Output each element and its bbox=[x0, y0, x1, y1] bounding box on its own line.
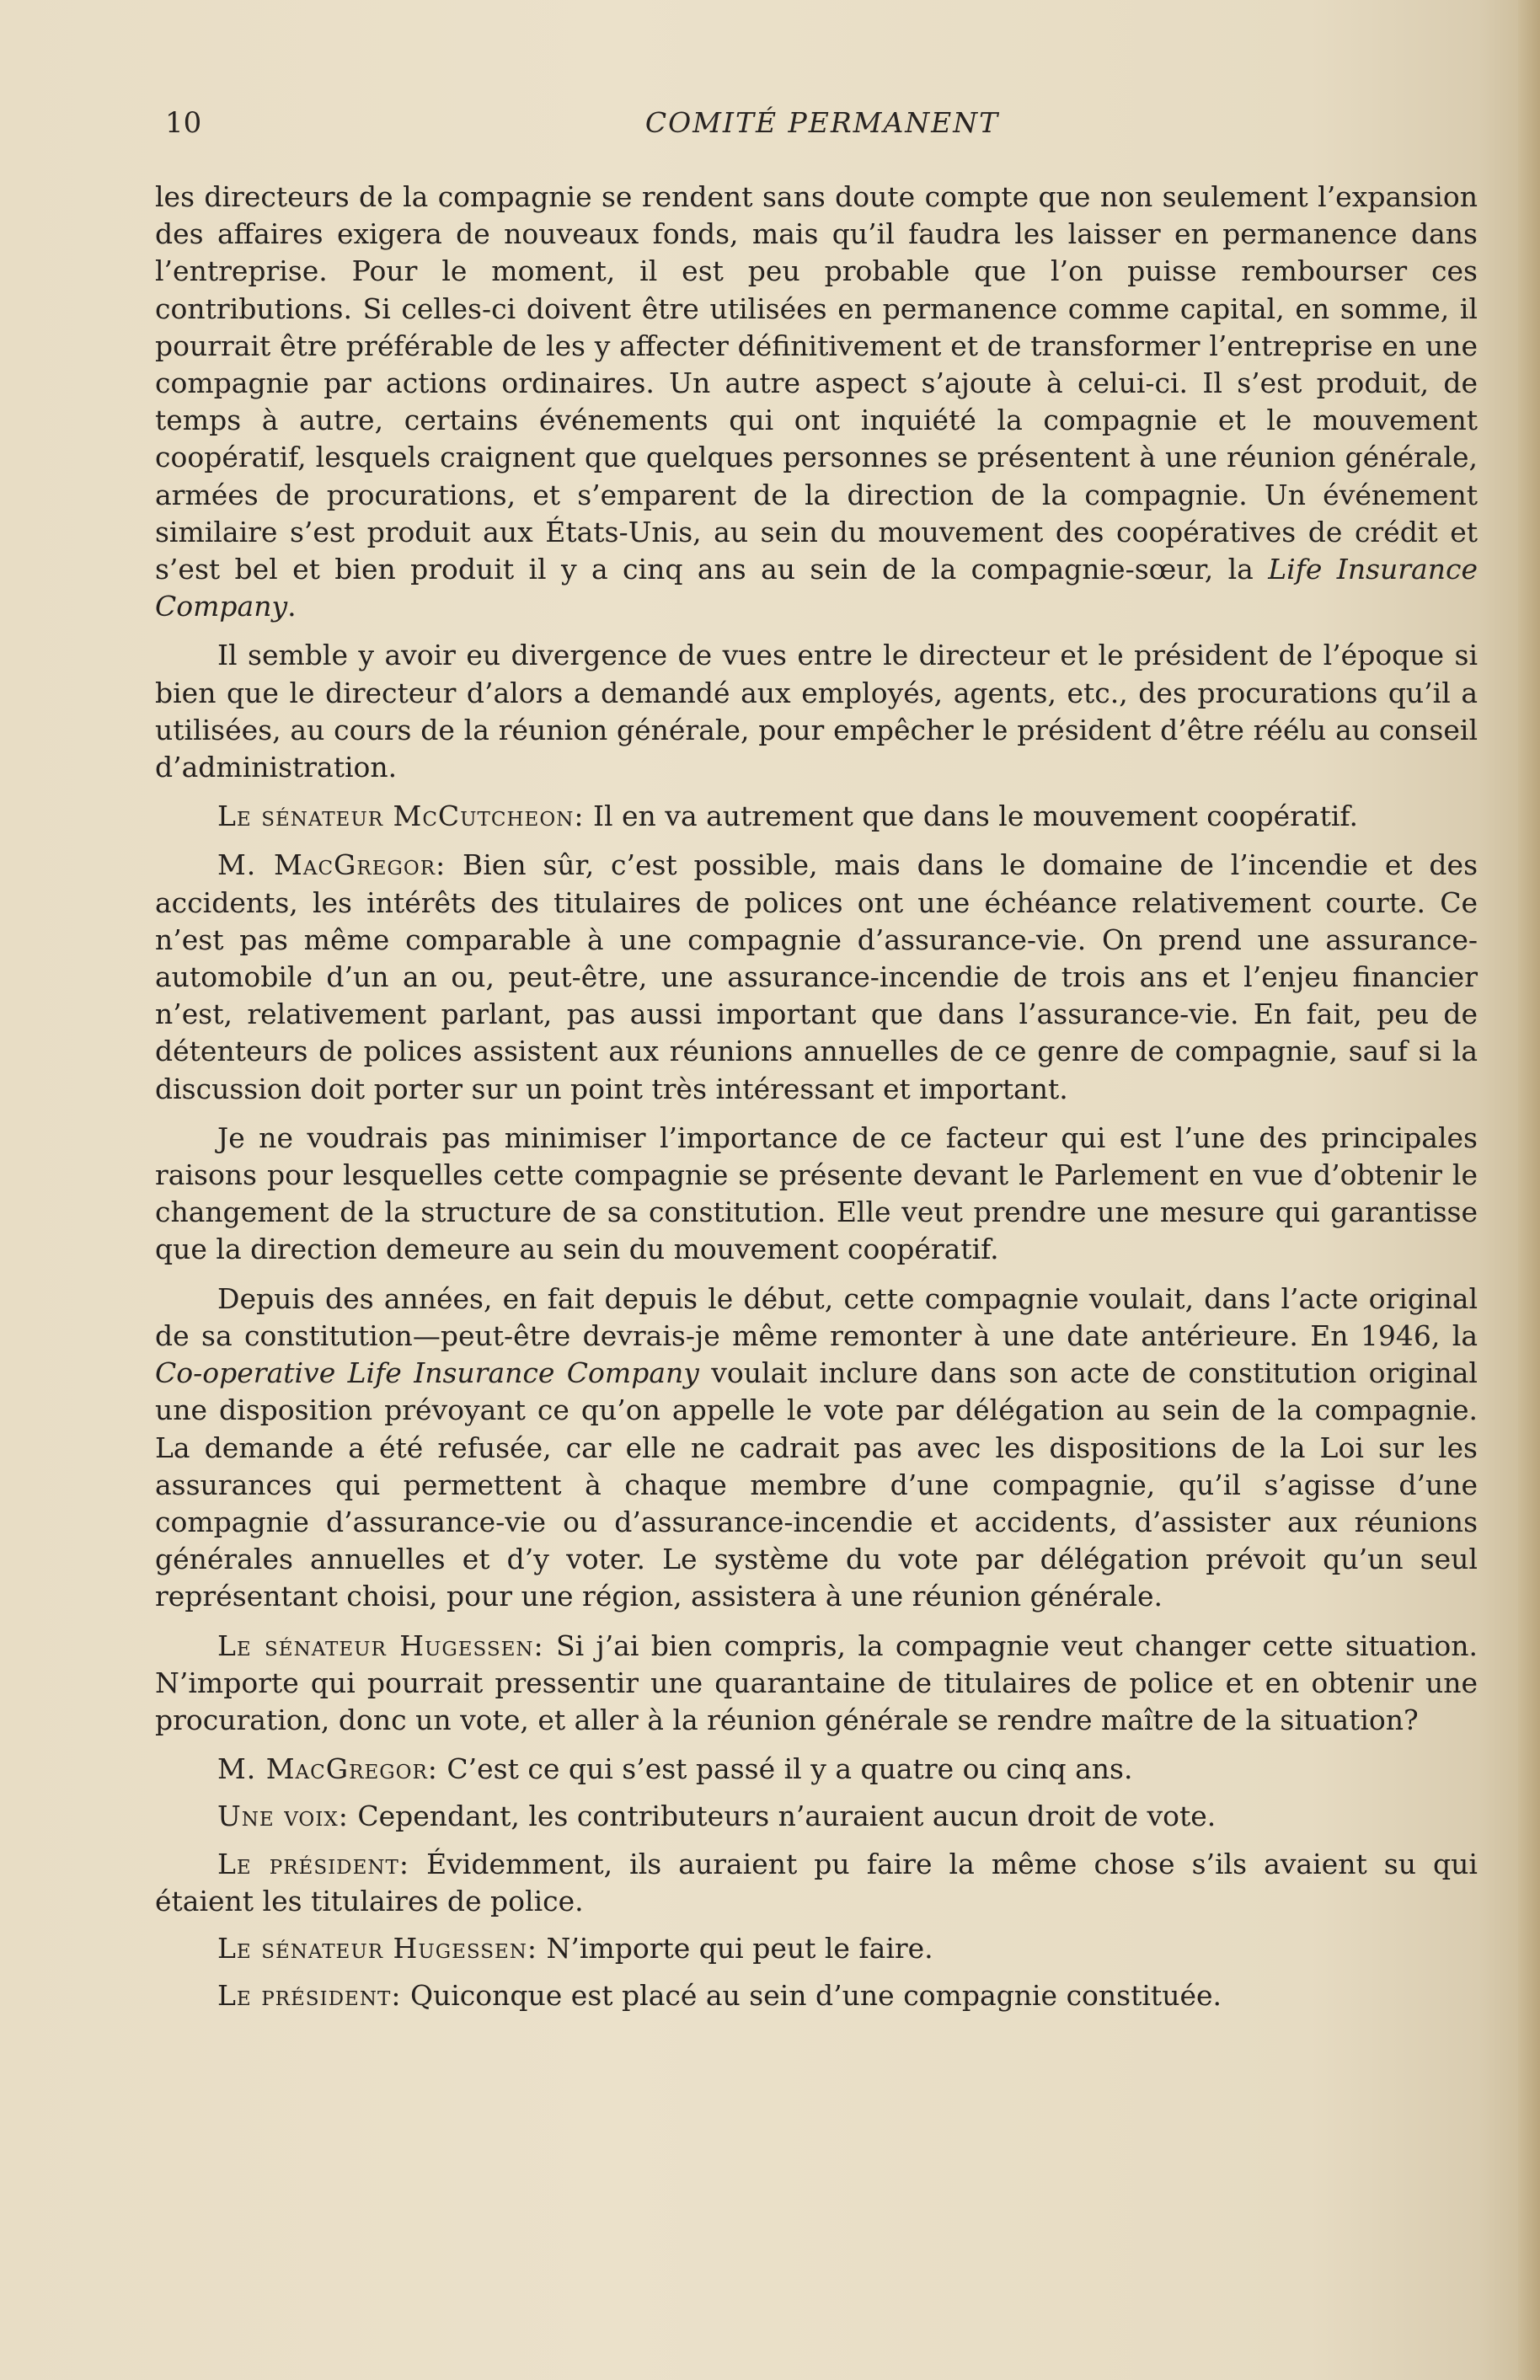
speaker-name: Le sénateur Hugessen: bbox=[217, 1629, 544, 1662]
speaker-paragraph: Une voix: Cependant, les contributeurs n’auraient aucun droit de vote. bbox=[217, 1800, 1216, 1833]
speaker-paragraph: Le président: Évidemment, ils auraient pu faire la même chose s’ils avaient su qui étaient les titulaires de police. bbox=[155, 1847, 1478, 1917]
speaker-name: Le sénateur McCutcheon: bbox=[217, 800, 585, 833]
italic-company-name: Life Insurance Company bbox=[155, 553, 1478, 623]
speaker-name: M. MacGregor: bbox=[217, 848, 446, 882]
paragraph: Il semble y avoir eu divergence de vues entre le directeur et le président de l’époque si bien que le directeur d’alors a demandé aux employés, agents, etc., des procurations qu’il a utilisées, au cours de la réunion générale, pour empêcher le président d’être réélu au conseil d’administration. bbox=[155, 639, 1478, 784]
paragraph: Depuis des années, en fait depuis le début, cette compagnie voulait, dans l’acte original de sa constitution—peut-être devrais-je même remonter à une date antérieure. En 1946, la Co-operative Life Insurance Company voulait inclure dans son acte de constitution original une disposition prévoyant ce qu’on appelle le vote par délégation au sein de la compagnie. La demande a été refusée, car elle ne cadrait pas avec les dispositions de la Loi sur les assurances qui permettent à chaque membre d’une compagnie, qu’il s’agisse d’une compagnie d’assurance-vie ou d’assurance-incendie et accidents, d’assister aux réunions générales annuelles et d’y voter. Le système du vote par délégation prévoit qu’un seul représentant choisi, pour une région, assistera à une réunion générale. bbox=[155, 1281, 1478, 1613]
page-number: 10 bbox=[165, 106, 202, 140]
page-binding-edge bbox=[1518, 0, 1540, 2380]
paragraph: les directeurs de la compagnie se rendent sans doute compte que non seulement l’expansion des affaires exigera de nouveaux fonds, mais qu’il faudra les laisser en permanence dans l’entreprise. Pour le moment, il est peu probable que l’on puisse rembourser ces contributions. Si celles-ci doivent être utilisées en permanence comme capital, en somme, il pourrait être préférable de les y affecter définitivement et de transformer l’entreprise en une compagnie par actions ordinaires. Un autre aspect s’ajoute à celui-ci. Il s’est produit, de temps à autre, certains événements qui ont inquiété la compagnie et le mouvement coopératif, lesquels craignent que quelques personnes se présentent à une réunion générale, armées de procurations, et s’emparent de la direction de la compagnie. Un événement similaire s’est produit aux États-Unis, au sein du mouvement des coopératives de crédit et s’est bel et bien produit il y a cinq ans au sein de la compagnie-sœur, la Life Insurance Company. bbox=[155, 180, 1478, 623]
speaker-name: Le sénateur Hugessen: bbox=[217, 1931, 538, 1965]
running-title: COMITÉ PERMANENT bbox=[644, 106, 1000, 139]
speaker-name: M. MacGregor: bbox=[217, 1752, 438, 1786]
speaker-paragraph: M. MacGregor: Bien sûr, c’est possible, mais dans le domaine de l’incendie et des accidents, les intérêts des titulaires de polices ont une échéance relativement courte. Ce n’est pas même comparable à une compagnie d’assurance-vie. On prend une assurance-automobile d’un an ou, peut-être, une assurance-incendie de trois ans et l’enjeu financier n’est, relativement parlant, pas aussi important que dans l’assurance-vie. En fait, peu de détenteurs de polices assistent aux réunions annuelles de ce genre de compagnie, sauf si la discussion doit porter sur un point très intéressant et important. bbox=[155, 848, 1479, 1105]
italic-company-name: Co-operative Life Insurance Company bbox=[155, 1356, 699, 1390]
speaker-paragraph: Le sénateur Hugessen: Si j’ai bien compris, la compagnie veut changer cette situation. N’importe qui pourrait pressentir une quarantaine de titulaires de police et en obtenir une procuration, donc un vote, et aller à la réunion générale se rendre maître de la situation? bbox=[155, 1629, 1478, 1736]
speaker-paragraph: Le sénateur McCutcheon: Il en va autrement que dans le mouvement coopératif. bbox=[217, 800, 1358, 833]
paragraph: Je ne voudrais pas minimiser l’importance de ce facteur qui est l’une des principales raisons pour lesquelles cette compagnie se présente devant le Parlement en vue d’obtenir le changement de la structure de sa constitution. Elle veut prendre une mesure qui garantisse que la direction demeure au sein du mouvement coopératif. bbox=[155, 1120, 1478, 1266]
speaker-name: Le président: bbox=[217, 1847, 409, 1880]
page-header bbox=[165, 106, 1479, 148]
speaker-name: Le président: bbox=[217, 1979, 402, 2013]
speaker-paragraph: M. MacGregor: C’est ce qui s’est passé il y a quatre ou cinq ans. bbox=[217, 1752, 1133, 1786]
speaker-name: Une voix: bbox=[217, 1800, 349, 1833]
speaker-paragraph: Le président: Quiconque est placé au sein d’une compagnie constituée. bbox=[217, 1979, 1222, 2013]
body-text bbox=[155, 179, 1478, 2024]
speaker-paragraph: Le sénateur Hugessen: N’importe qui peut le faire. bbox=[217, 1931, 933, 1965]
